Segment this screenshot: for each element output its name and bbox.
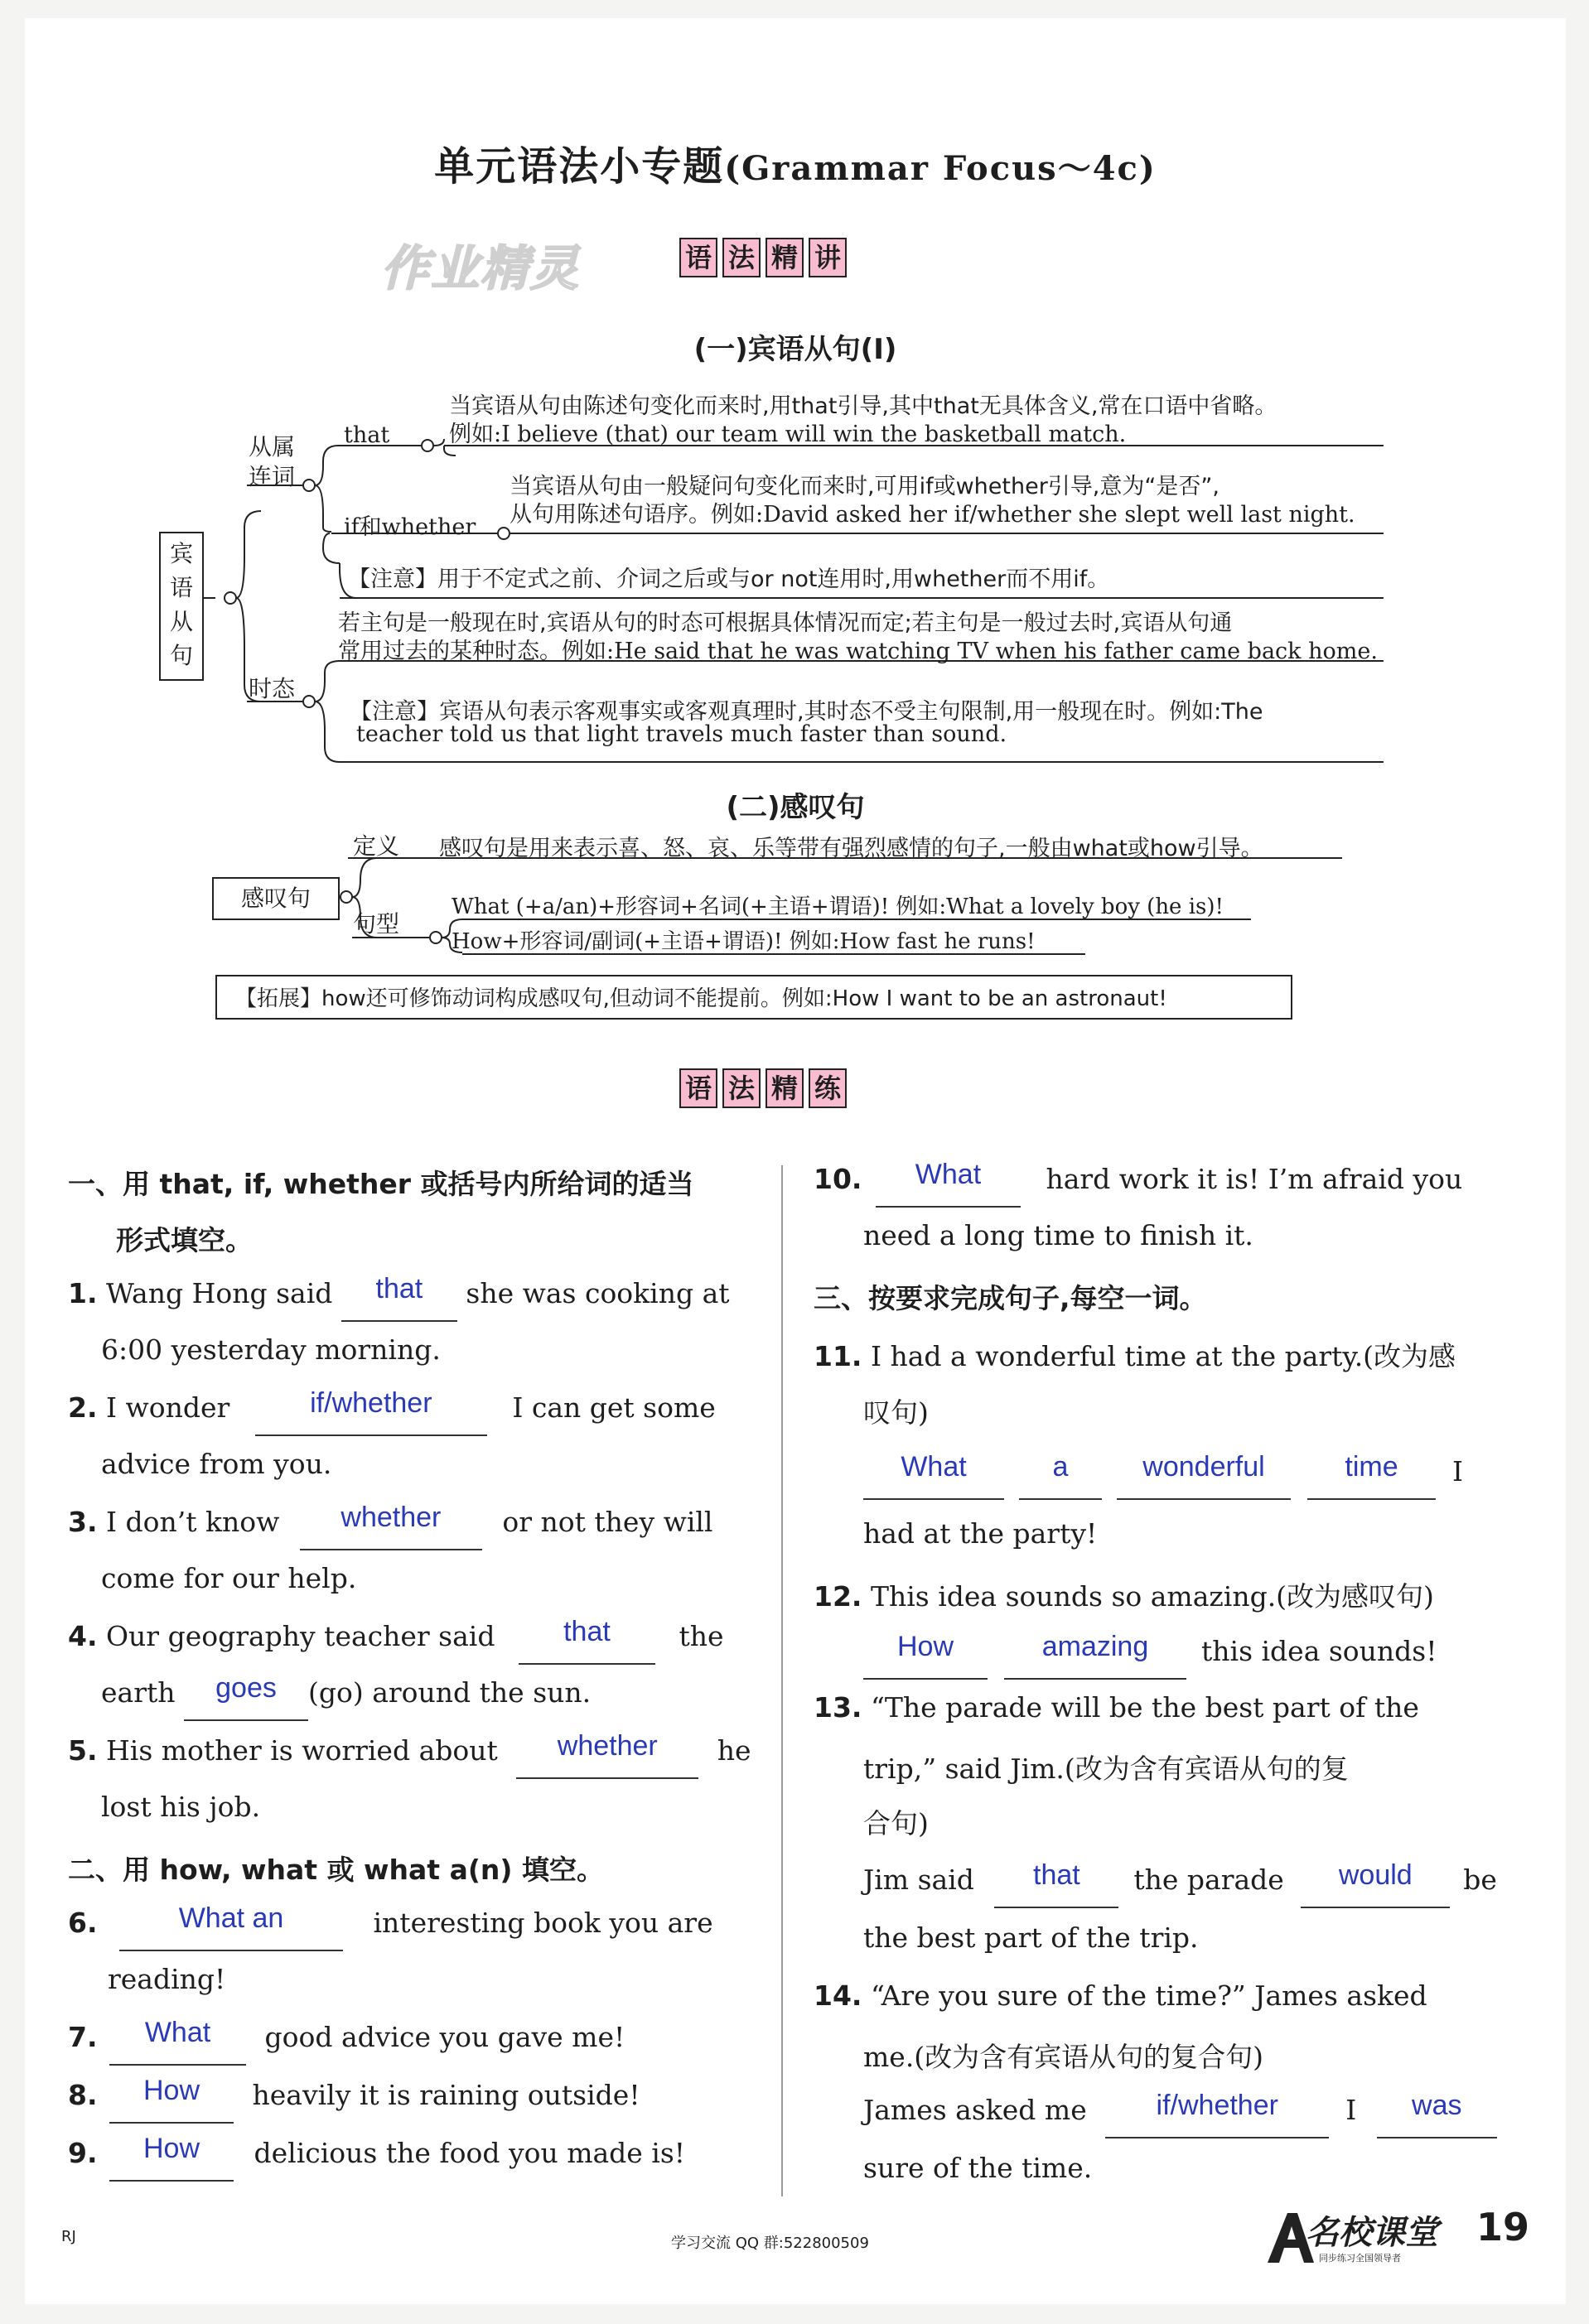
subtitle-exclamatory: (二)感叹句	[726, 791, 865, 824]
note-objective-truth: 【注意】宾语从句表示客观事实或客观真理时,其时态不受主句限制,用一般现在时。例如:The	[350, 699, 1263, 725]
question-text: Our geography teacher said	[106, 1620, 495, 1652]
answer-text: What	[915, 1159, 982, 1190]
tag-char: 精	[766, 238, 804, 277]
pattern-how: How+形容词/副词(+主语+谓语)! 例如:How fast he runs!	[452, 929, 1036, 954]
question-text: heavily it is raining outside!	[252, 2079, 640, 2111]
answer-text: that	[1033, 1859, 1080, 1891]
definition-text: 感叹句是用来表示喜、怒、哀、乐等带有强烈感情的句子,一般由what或how引导。	[439, 836, 1263, 861]
answer-blank[interactable]	[109, 2133, 234, 2182]
question-13-cont2: 合句)	[863, 1807, 929, 1839]
question-text: Wang Hong said	[106, 1277, 333, 1309]
question-text: I had a wonderful time at the party.(改为感	[870, 1340, 1456, 1372]
question-text: I don’t know	[106, 1506, 280, 1538]
question-6-cont: reading!	[108, 1963, 226, 1995]
brand-logo	[1259, 2205, 1458, 2271]
tag-char: 练	[809, 1068, 847, 1108]
answer-blank[interactable]	[1117, 1451, 1291, 1500]
question-10-cont: need a long time to finish it.	[863, 1219, 1253, 1251]
question-11-cont: 叹句)	[863, 1396, 929, 1429]
question-text: good advice you gave me!	[264, 2021, 625, 2053]
pattern-what: What (+a/an)+形容词+名词(+主语+谓语)! 例如:What a lovely boy (he is)!	[452, 894, 1224, 919]
question-2-cont: advice from you.	[101, 1448, 332, 1480]
question-text: This idea sounds so amazing.(改为感叹句)	[870, 1580, 1434, 1613]
title-english: (Grammar Focus～4c)	[724, 149, 1157, 188]
answer-blank[interactable]	[863, 1451, 1004, 1500]
question-9	[68, 2133, 686, 2175]
branch-tense: 时态	[249, 675, 296, 702]
root-char: 句	[169, 642, 193, 669]
label-definition: 定义	[353, 832, 400, 860]
question-text: he	[717, 1734, 751, 1767]
answer-blank[interactable]	[1307, 1451, 1436, 1500]
tag-char: 讲	[809, 238, 847, 277]
label-sentence-pattern: 句型	[353, 910, 400, 938]
answer-blank[interactable]	[341, 1273, 457, 1322]
title-chinese: 单元语法小专题	[434, 143, 725, 190]
question-number: 10.	[814, 1163, 862, 1195]
answer-text: if/whether	[1156, 2090, 1278, 2121]
answer-text: What an	[178, 1902, 284, 1934]
question-text: be	[1463, 1864, 1497, 1896]
answer-blank[interactable]	[516, 1730, 698, 1779]
answer-text: time	[1345, 1451, 1398, 1483]
subtitle-object-clause: (一)宾语从句(Ⅰ)	[693, 333, 897, 366]
answer-text: whether	[340, 1502, 442, 1533]
question-number: 11.	[814, 1340, 862, 1372]
question-text: she was cooking at	[466, 1277, 730, 1309]
question-11	[814, 1335, 1456, 1374]
tag-char: 法	[722, 1068, 761, 1108]
question-number: 5.	[68, 1734, 98, 1767]
that-example: 例如:I believe (that) our team will win the basketball match.	[449, 422, 1127, 447]
question-14	[814, 1979, 1427, 2012]
question-number: 12.	[814, 1580, 862, 1613]
branch-label: 连词	[249, 463, 296, 490]
question-5-cont: lost his job.	[101, 1791, 261, 1823]
question-3	[68, 1502, 713, 1544]
answer-blank[interactable]	[1301, 1859, 1450, 1908]
question-text: “The parade will be the best part of the	[870, 1691, 1419, 1724]
if-whether-example: 从句用陈述句语序。例如:David asked her if/whether she slept well last night.	[510, 502, 1355, 528]
label-if-whether: if和whether	[344, 514, 476, 540]
label-that: that	[344, 422, 390, 448]
question-14-cont2: sure of the time.	[863, 2152, 1093, 2184]
tag-char: 法	[722, 238, 761, 277]
exercise-section-3-heading: 三、按要求完成句子,每空一词。	[814, 1282, 1207, 1314]
question-text: I wonder	[106, 1391, 230, 1424]
section-tag-practice	[679, 1068, 852, 1108]
workbook-page	[25, 18, 1566, 2304]
page-number: 19	[1476, 2205, 1530, 2249]
question-text: hard work it is! I’m afraid you	[1046, 1163, 1463, 1195]
question-number: 2.	[68, 1391, 98, 1424]
if-whether-explanation: 当宾语从句由一般疑问句变化而来时,可用if或whether引导,意为“是否”,	[510, 474, 1220, 499]
that-explanation: 当宾语从句由陈述句变化而来时,用that引导,其中that无具体含义,常在口语中省略。	[449, 393, 1277, 419]
brand-name: 名校课堂	[1306, 2214, 1438, 2252]
question-text: the	[679, 1620, 724, 1652]
question-12	[814, 1575, 1434, 1614]
exercise-section-1-heading: 一、用 that, if, whether 或括号内所给词的适当	[68, 1168, 694, 1200]
question-1-cont: 6:00 yesterday morning.	[101, 1333, 441, 1366]
question-number: 9.	[68, 2137, 98, 2169]
question-11-cont2: had at the party!	[863, 1517, 1098, 1550]
question-text: the parade	[1133, 1864, 1284, 1896]
answer-blank[interactable]	[1377, 2090, 1497, 2138]
answer-blank[interactable]	[109, 2017, 246, 2066]
brand-slogan: 同步练习全国领导者	[1319, 2253, 1401, 2264]
answer-text: How	[142, 2133, 200, 2164]
root-char: 宾	[169, 540, 193, 567]
tag-char: 精	[766, 1068, 804, 1108]
question-4	[68, 1616, 724, 1658]
footer-qq-group: 学习交流 QQ 群:522800509	[671, 2235, 869, 2252]
extension-box: 【拓展】how还可修饰动词构成感叹句,但动词不能提前。例如:How I want to be an astronaut!	[215, 975, 1292, 1020]
question-13-answers	[863, 1859, 1497, 1902]
watermark: 作业精灵	[381, 240, 581, 297]
note-whether: 【注意】用于不定式之前、介词之后或与or not连用时,用whether而不用if。	[348, 567, 1110, 592]
question-1	[68, 1273, 730, 1315]
answer-blank[interactable]	[876, 1159, 1021, 1208]
tag-char: 语	[679, 238, 717, 277]
root-char: 从	[169, 608, 193, 635]
answer-blank[interactable]	[119, 1902, 343, 1951]
tag-char: 语	[679, 1068, 717, 1108]
answer-blank[interactable]	[863, 1631, 988, 1680]
answer-blank[interactable]	[184, 1672, 308, 1721]
root-char: 语	[169, 574, 193, 601]
exercise-section-2-heading: 二、用 how, what 或 what a(n) 填空。	[68, 1854, 604, 1886]
question-number: 4.	[68, 1620, 98, 1652]
question-13	[814, 1691, 1419, 1724]
answer-text: would	[1338, 1859, 1413, 1891]
tense-example: 常用过去的某种时态。例如:He said that he was watching TV when his father came back home.	[338, 639, 1378, 664]
question-text: Jim said	[863, 1864, 974, 1896]
answer-blank[interactable]	[255, 1387, 487, 1436]
question-text: or not they will	[502, 1506, 713, 1538]
answer-text: What	[144, 2017, 211, 2048]
answer-blank[interactable]	[519, 1616, 655, 1665]
question-10	[814, 1159, 1463, 1201]
answer-text: a	[1052, 1451, 1069, 1483]
answer-blank[interactable]	[1004, 1631, 1186, 1680]
question-text: interesting book you are	[373, 1907, 713, 1939]
question-2	[68, 1387, 716, 1430]
answer-blank[interactable]	[1019, 1451, 1102, 1500]
answer-blank[interactable]	[300, 1502, 482, 1550]
question-number: 3.	[68, 1506, 98, 1538]
question-text: earth	[101, 1676, 176, 1709]
question-text: I can get some	[512, 1391, 716, 1424]
question-13-cont3: the best part of the trip.	[863, 1921, 1199, 1954]
question-number: 1.	[68, 1277, 98, 1309]
answer-text: that	[563, 1616, 611, 1647]
note-objective-truth-example: teacher told us that light travels much faster than sound.	[356, 721, 1007, 747]
question-3-cont: come for our help.	[101, 1562, 357, 1594]
question-text: this idea sounds!	[1201, 1635, 1437, 1667]
question-text: delicious the food you made is!	[254, 2137, 686, 2169]
question-14-cont: me.(改为含有宾语从句的复合句)	[863, 2041, 1264, 2073]
question-text: His mother is worried about	[106, 1734, 498, 1767]
answer-text: that	[375, 1273, 423, 1304]
answer-blank[interactable]	[109, 2075, 234, 2124]
question-text: “Are you sure of the time?” James asked	[870, 1979, 1427, 2012]
question-6	[68, 1902, 713, 1945]
answer-text: How	[896, 1631, 954, 1662]
exercise-section-1-heading-cont: 形式填空。	[116, 1224, 253, 1256]
question-number: 7.	[68, 2021, 98, 2053]
answer-text: was	[1412, 2090, 1462, 2121]
footer-edition: RJ	[61, 2228, 76, 2245]
column-divider	[781, 1165, 783, 2196]
question-text: I	[1345, 2094, 1357, 2126]
answer-text: whether	[557, 1730, 658, 1762]
question-number: 6.	[68, 1907, 98, 1939]
question-text: (go) around the sun.	[308, 1676, 592, 1709]
question-number: 13.	[814, 1691, 862, 1724]
question-13-cont: trip,” said Jim.(改为含有宾语从句的复	[863, 1753, 1349, 1785]
answer-blank[interactable]	[994, 1859, 1118, 1908]
answer-text: if/whether	[310, 1387, 432, 1419]
question-4-cont	[101, 1672, 592, 1714]
answer-text: goes	[215, 1672, 277, 1704]
question-number: 14.	[814, 1979, 862, 2012]
tense-rule: 若主句是一般现在时,宾语从句的时态可根据具体情况而定;若主句是一般过去时,宾语从句通	[338, 610, 1233, 636]
question-7	[68, 2017, 625, 2059]
question-text: James asked me	[863, 2094, 1087, 2126]
answer-blank[interactable]	[1105, 2090, 1329, 2138]
answer-text: amazing	[1041, 1631, 1149, 1662]
answer-text: What	[901, 1451, 967, 1483]
question-11-answers	[863, 1451, 1464, 1493]
branch-label: 从属	[249, 433, 296, 460]
answer-text: wonderful	[1142, 1451, 1265, 1483]
question-text: I	[1452, 1455, 1464, 1487]
question-number: 8.	[68, 2079, 98, 2111]
question-8	[68, 2075, 640, 2117]
mindmap-root-exclamatory: 感叹句	[212, 877, 340, 920]
question-14-answers	[863, 2090, 1497, 2132]
question-12-answers	[863, 1631, 1437, 1673]
question-5	[68, 1730, 751, 1772]
answer-text: How	[142, 2075, 200, 2106]
